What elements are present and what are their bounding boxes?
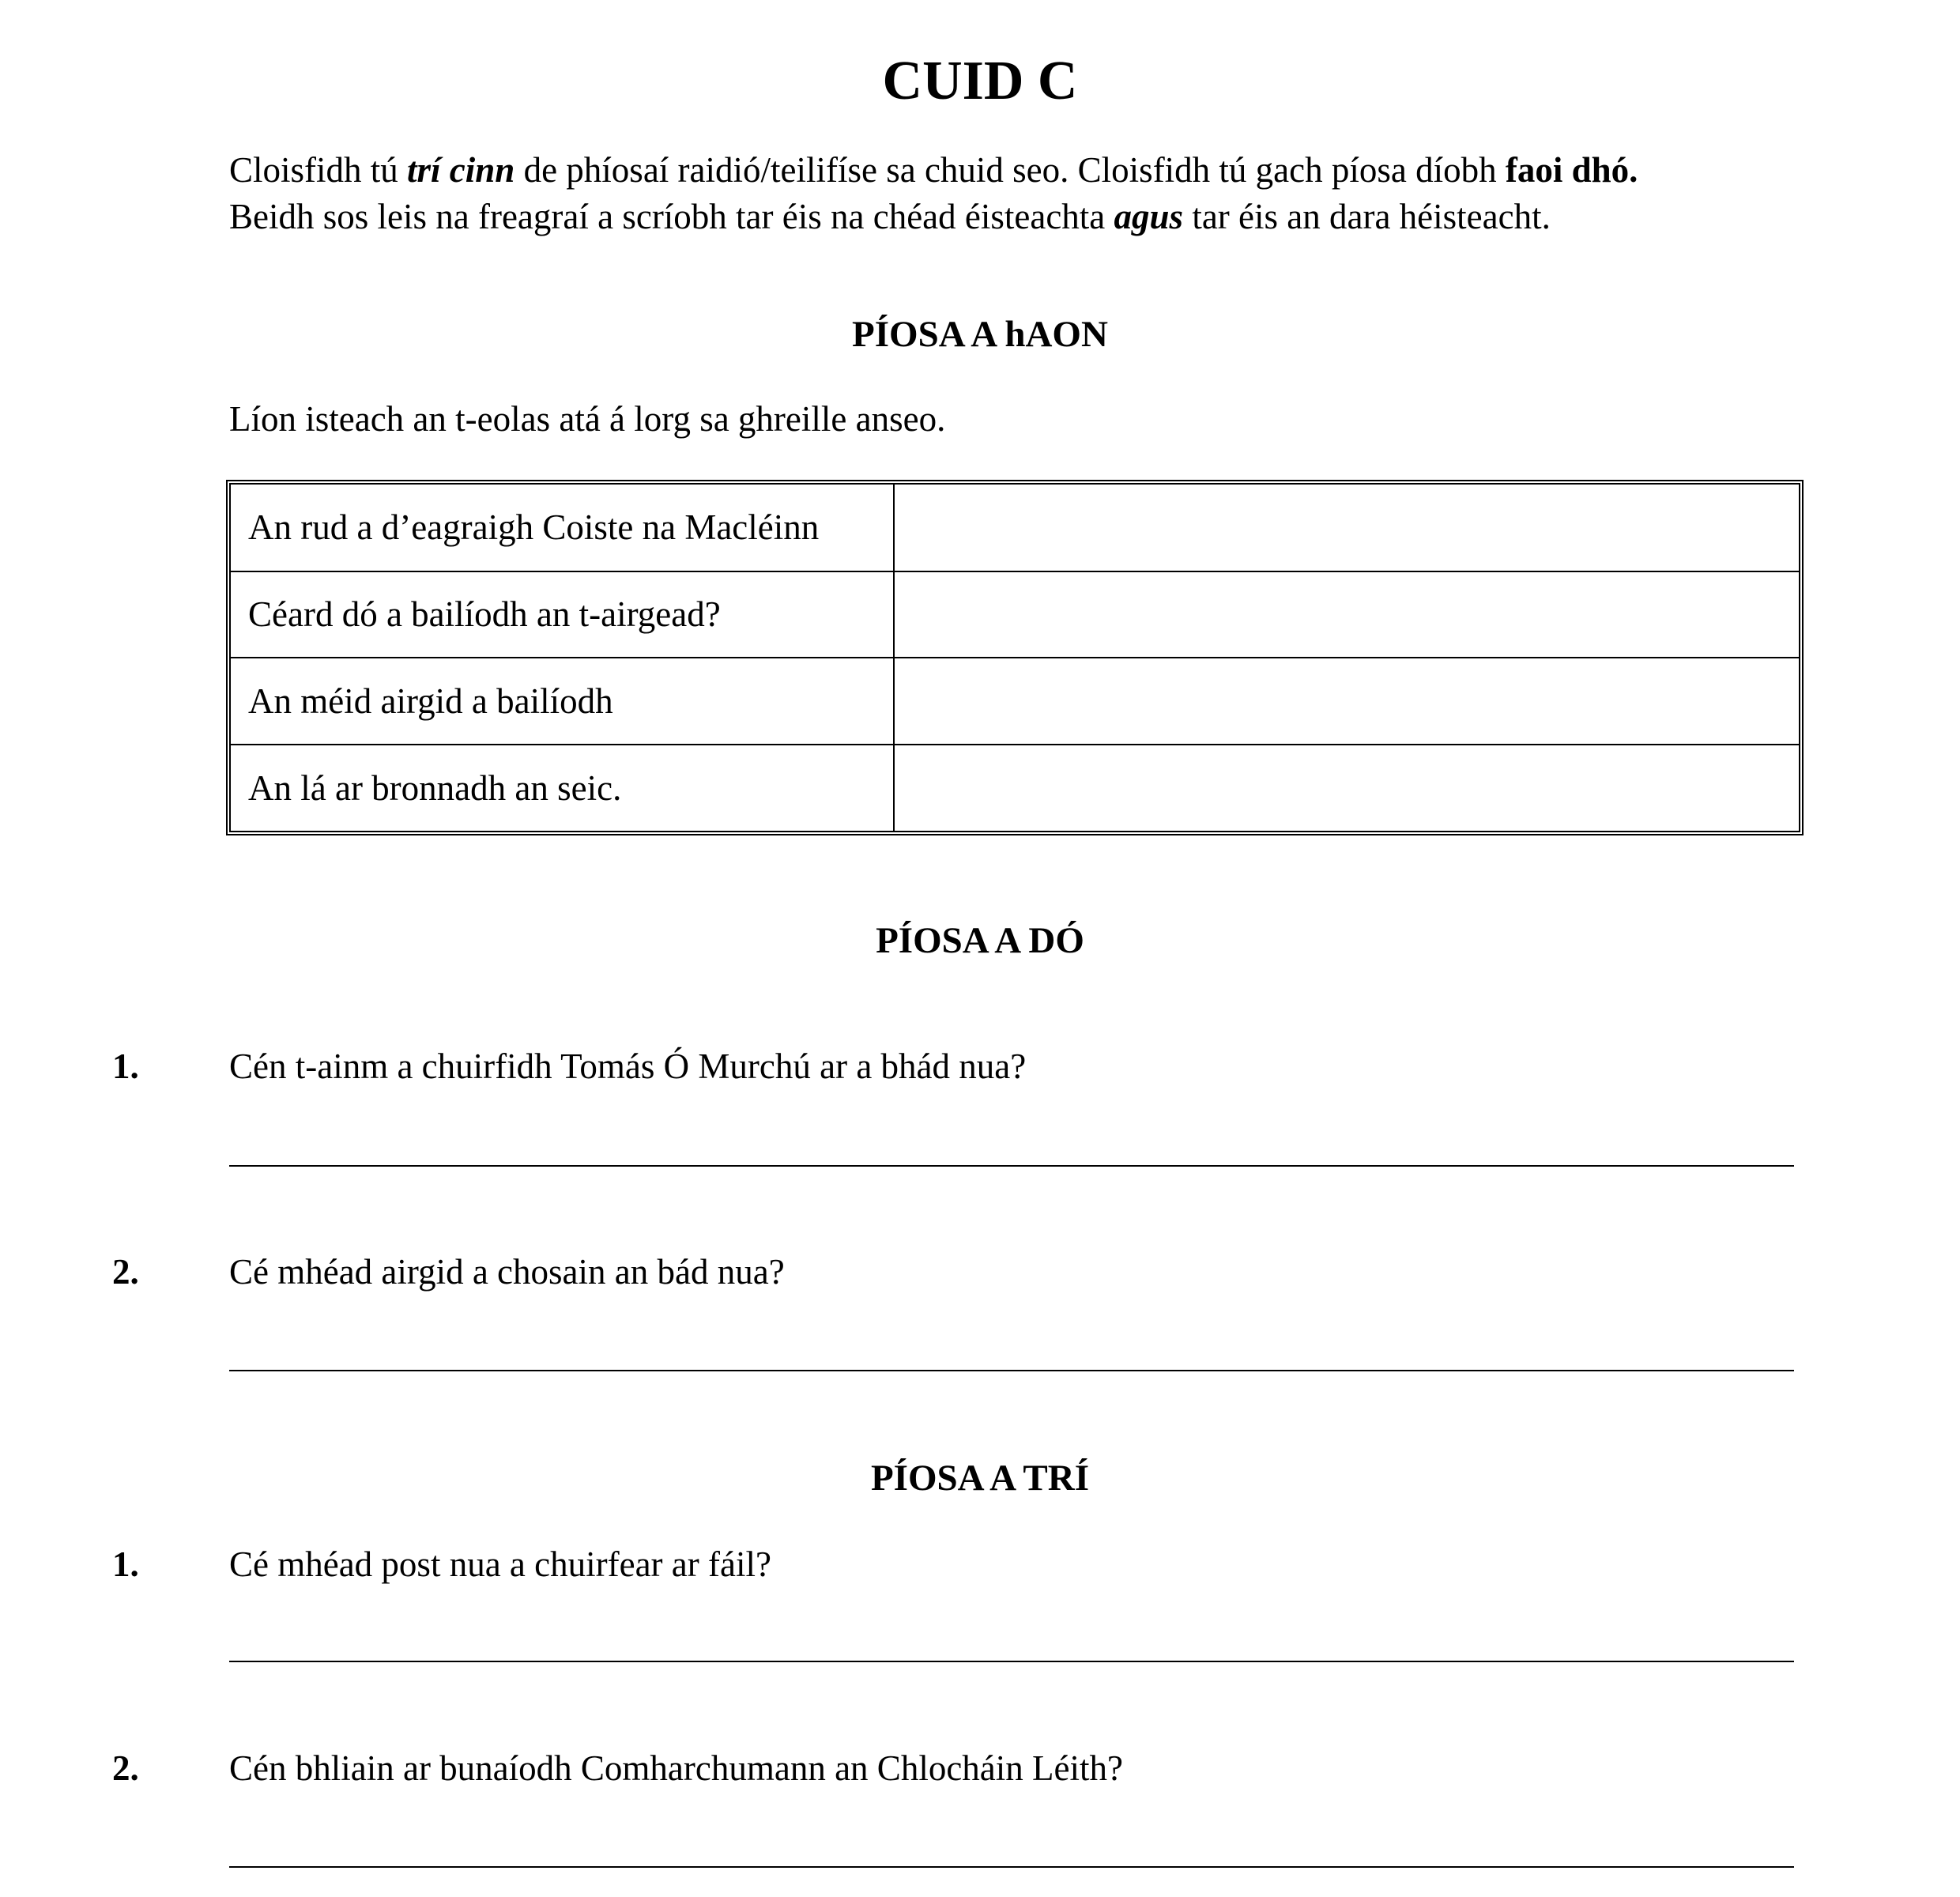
- intro-text: tar éis an dara héisteacht.: [1183, 197, 1551, 236]
- intro-emphasis: agus: [1114, 197, 1184, 236]
- intro-text: Cloisfidh tú: [229, 150, 408, 190]
- intro-text: de phíosaí raidió/teilifíse sa chuid seo. Cloisfidh tú gach píosa díobh: [514, 150, 1506, 190]
- question-number: 1.: [112, 1544, 139, 1584]
- intro-line-2: [229, 194, 1849, 240]
- answer-line[interactable]: [229, 1866, 1794, 1868]
- question-text: Cén t-ainm a chuirfidh Tomás Ó Murchú ar a bhád nua?: [229, 1047, 1027, 1086]
- question-number: 1.: [112, 1047, 139, 1086]
- question-number: 2.: [112, 1252, 139, 1292]
- section-heading-piosa-3: PÍOSA A TRÍ: [870, 1458, 1090, 1499]
- intro-emphasis: faoi dhó.: [1505, 150, 1638, 190]
- intro-emphasis: trí cinn: [407, 150, 515, 190]
- grid-answer-cell[interactable]: [894, 745, 1799, 832]
- answer-line[interactable]: [229, 1165, 1794, 1167]
- question-text: Cé mhéad airgid a chosain an bád nua?: [229, 1252, 785, 1292]
- grid-answer-cell[interactable]: [894, 658, 1799, 745]
- grid-answer-cell[interactable]: [894, 571, 1799, 658]
- answer-grid: [226, 480, 1804, 835]
- grid-row: [231, 658, 1799, 745]
- question-text: Cén bhliain ar bunaíodh Comharchumann an Chlocháin Léith?: [229, 1748, 1123, 1788]
- grid-row-label: Céard dó a bailíodh an t-airgead?: [231, 571, 894, 658]
- intro-line-1: [229, 147, 1849, 194]
- section-heading-piosa-2: PÍOSA A DÓ: [876, 920, 1084, 961]
- grid-row: [231, 745, 1799, 832]
- section-heading-piosa-1: PÍOSA A hAON: [852, 314, 1108, 355]
- answer-line[interactable]: [229, 1661, 1794, 1662]
- grid-row-label: An méid airgid a bailíodh: [231, 658, 894, 745]
- grid-row-label: An lá ar bronnadh an seic.: [231, 745, 894, 832]
- intro-text: Beidh sos leis na freagraí a scríobh tar éis na chéad éisteachta: [229, 197, 1114, 236]
- grid-answer-cell[interactable]: [894, 485, 1799, 571]
- grid-row-label: An rud a d’eagraigh Coiste na Macléinn: [231, 485, 894, 571]
- answer-line[interactable]: [229, 1370, 1794, 1371]
- grid-instruction: Líon isteach an t-eolas atá á lorg sa ghreille anseo.: [229, 399, 946, 439]
- grid-row: [231, 485, 1799, 571]
- page-title: CUID C: [882, 51, 1078, 111]
- question-number: 2.: [112, 1748, 139, 1788]
- intro-paragraph: [229, 147, 1849, 240]
- question-text: Cé mhéad post nua a chuirfear ar fáil?: [229, 1544, 771, 1584]
- grid-row: [231, 571, 1799, 658]
